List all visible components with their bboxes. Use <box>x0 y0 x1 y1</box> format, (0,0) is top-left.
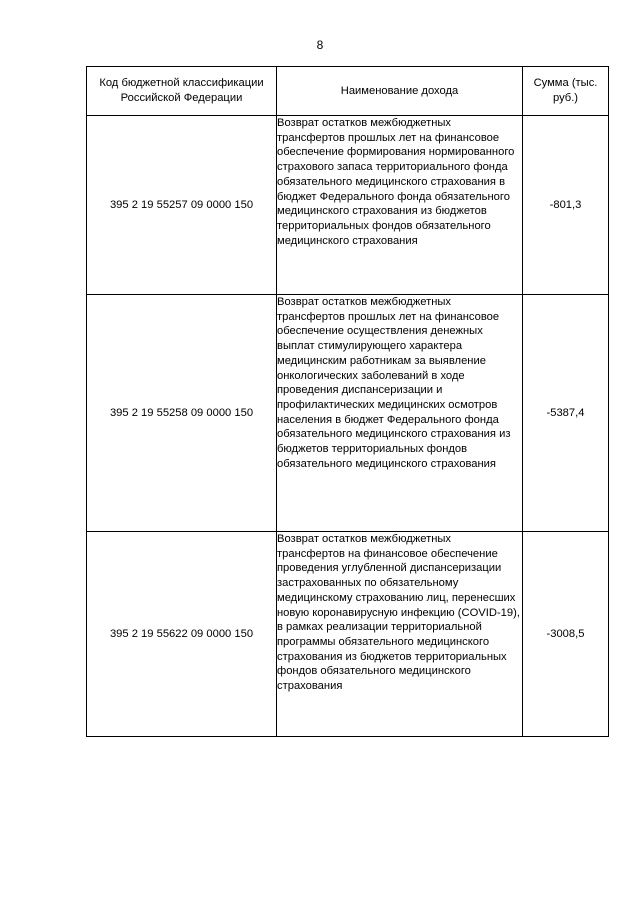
table-row <box>87 532 609 737</box>
income-name-cell: Возврат остатков межбюджетных трансфертов прошлых лет на финансовое обеспечение формирования нормированного страхового запаса территориального фонда обязательного медицинского страхования в бюджет Федерального фонда обязательного медицинского страхования из бюджетов территориальных фондов обязательного медицинского страхования <box>277 116 523 295</box>
income-table <box>86 66 609 737</box>
budget-code-cell: 395 2 19 55622 09 0000 150 <box>87 532 277 737</box>
budget-code-cell: 395 2 19 55257 09 0000 150 <box>87 116 277 295</box>
budget-code-cell: 395 2 19 55258 09 0000 150 <box>87 295 277 532</box>
income-name-cell: Возврат остатков межбюджетных трансфертов на финансовое обеспечение проведения углубленной диспансеризации застрахованных по обязательному медицинскому страхованию лиц, перенесших новую коронавирусную инфекцию (COVID-19), в рамках реализации территориальной программы обязательного медицинского страхования из бюджетов территориальных фондов обязательного медицинского страхования <box>277 532 523 737</box>
table-header-row <box>87 67 609 116</box>
sum-cell: -5387,4 <box>523 295 609 532</box>
sum-cell: -3008,5 <box>523 532 609 737</box>
header-code: Код бюджетной классификации Российской Федерации <box>87 67 277 116</box>
income-name-cell: Возврат остатков межбюджетных трансфертов прошлых лет на финансовое обеспечение осуществления денежных выплат стимулирующего характера медицинским работникам за выявление онкологических заболеваний в ходе проведения диспансеризации и профилактических медицинских осмотров населения в бюджет Федерального фонда обязательного медицинского страхования из бюджетов территориальных фондов обязательного медицинского страхования <box>277 295 523 532</box>
table-row <box>87 295 609 532</box>
page-number: 8 <box>316 38 324 52</box>
table-row <box>87 116 609 295</box>
header-name: Наименование дохода <box>277 67 523 116</box>
header-sum: Сумма (тыс. руб.) <box>523 67 609 116</box>
sum-cell: -801,3 <box>523 116 609 295</box>
